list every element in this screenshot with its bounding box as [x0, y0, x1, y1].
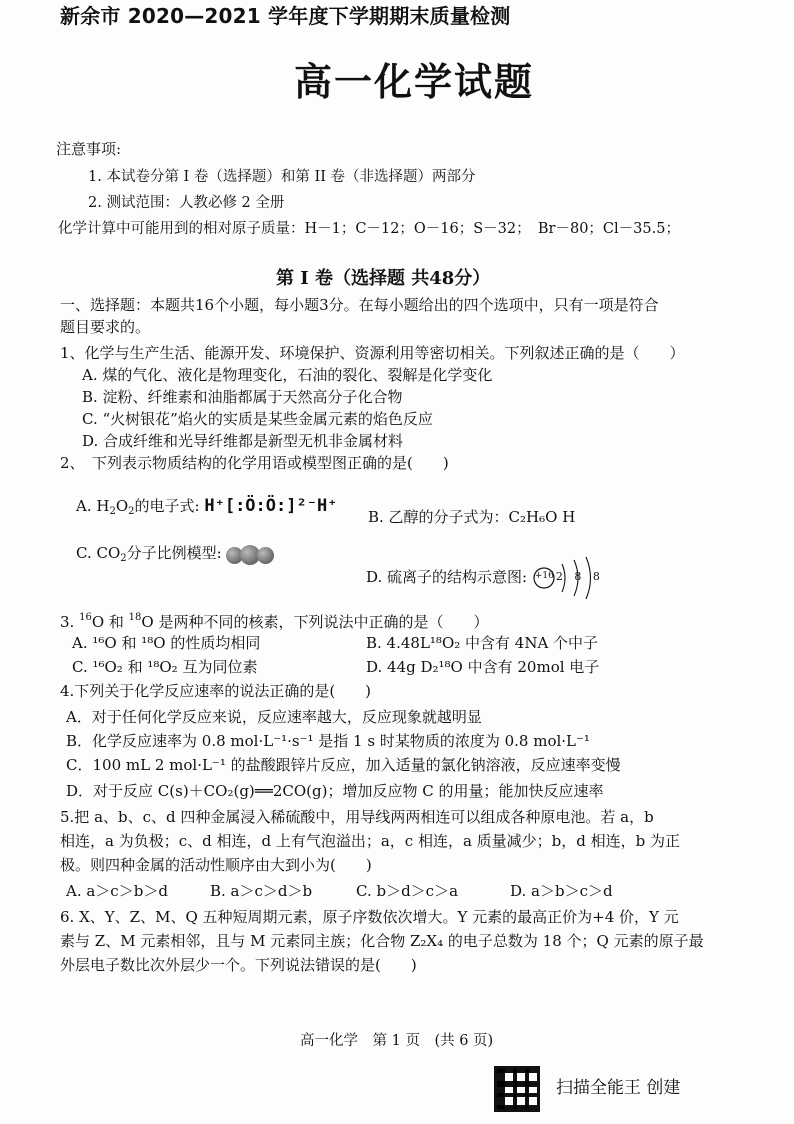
q3-option-a: A. ¹⁶O 和 ¹⁸O 的性质均相同 [72, 634, 261, 652]
section-instruction-2: 题目要求的。 [60, 318, 151, 336]
q3-stem-a: 3. [60, 613, 80, 631]
q2-a-sub1: 2 [109, 506, 116, 517]
q5-option-d: D. a＞b＞c＞d [510, 882, 613, 900]
q3-option-c: C. ¹⁶O₂ 和 ¹⁸O₂ 互为同位素 [72, 658, 258, 676]
q2-a-electron-formula: H⁺[:Ö:Ö:]²⁻H⁺ [204, 496, 338, 516]
q1-option-a: A. 煤的气化、液化是物理变化，石油的裂化、裂解是化学变化 [82, 366, 493, 384]
q2-a-suffix: 的电子式: [134, 497, 200, 515]
q5-line-2: 相连，a 为负极；c、d 相连，d 上有气泡溢出；a，c 相连，a 质量减少；b，d 相连，b 为正 [60, 832, 681, 850]
q1-option-c: C. “火树银花”焰火的实质是某些金属元素的焰色反应 [82, 410, 433, 428]
exam-header-title: 新余市 2020—2021 学年度下学期期末质量检测 [60, 4, 511, 28]
q2-c-prefix: C. CO [76, 544, 121, 562]
q2-option-b: B. 乙醇的分子式为：C₂H₆O H [368, 508, 576, 526]
q2-c-sub: 2 [120, 553, 127, 564]
co2-ball-model-icon [226, 545, 274, 563]
q2-a-sub2: 2 [128, 506, 135, 517]
sulfide-shells-label: 2 8 8 [555, 570, 604, 583]
q2-a-prefix: A. H [76, 497, 110, 515]
q4-option-d: D．对于反应 C(s)＋CO₂(g)══2CO(g)；增加反应物 C 的用量；能加快反应速率 [66, 782, 604, 800]
section-title: 第 I 卷（选择题 共48分） [276, 268, 491, 289]
q3-option-d: D. 44g D₂¹⁸O 中含有 20mol 电子 [366, 658, 600, 676]
q3-nuclide-18: 18 [128, 612, 142, 623]
exam-subject-title: 高一化学试题 [294, 59, 535, 104]
q5-option-a: A. a＞c＞b＞d [66, 882, 168, 900]
qr-code-icon [494, 1066, 540, 1112]
q2-c-suffix: 分子比例模型: [126, 544, 222, 562]
notes-item-2: 2. 测试范围：人教必修 2 全册 [88, 195, 285, 211]
page-footer: 高一化学 第 1 页 (共 6 页) [300, 1033, 494, 1049]
q4-option-a: A．对于任何化学反应来说，反应速率越大，反应现象就越明显 [66, 708, 482, 726]
q3-nuclide-16: 16 [79, 612, 92, 623]
q2-option-a [76, 496, 337, 519]
q2-d-label: D. 硫离子的结构示意图: [366, 568, 528, 586]
q3-stem-b: O 和 [91, 613, 129, 631]
q2-option-d [366, 556, 604, 600]
notes-item-1: 1. 本试卷分第 I 卷（选择题）和第 II 卷（非选择题）两部分 [88, 169, 476, 185]
q6-line-1: 6. X、Y、Z、M、Q 五种短周期元素，原子序数依次增大。Y 元素的最高正价为+4 价，Y 元 [60, 908, 679, 926]
q1-option-b: B. 淀粉、纤维素和油脂都属于天然高分子化合物 [82, 388, 403, 406]
q5-line-1: 5.把 a、b、c、d 四种金属浸入稀硫酸中，用导线两两相连可以组成各种原电池。若 a，b [60, 808, 654, 826]
q5-option-c: C. b＞d＞c＞a [356, 882, 459, 900]
q1-stem: 1、化学与生产生活、能源开发、环境保护、资源利用等密切相关。下列叙述正确的是（ ） [60, 344, 685, 362]
q4-stem: 4.下列关于化学反应速率的说法正确的是( ) [60, 682, 372, 700]
q3-option-b: B. 4.48L¹⁸O₂ 中含有 4NA 个中子 [366, 634, 599, 652]
sulfide-ion-diagram-icon [532, 556, 604, 600]
q3-stem [60, 612, 488, 632]
q4-option-b: B．化学反应速率为 0.8 mol·L⁻¹·s⁻¹ 是指 1 s 时某物质的浓度为 0.8 mol·L⁻¹ [66, 732, 590, 750]
q2-a-mid: O [115, 497, 129, 515]
q3-stem-c: O 是两种不同的核素，下列说法中正确的是（ ） [141, 613, 489, 631]
q4-option-c: C．100 mL 2 mol·L⁻¹ 的盐酸跟锌片反应，加入适量的氯化钠溶液，反应速率变慢 [66, 756, 621, 774]
scanner-brand: 扫描全能王 创建 [556, 1078, 681, 1098]
q5-option-b: B. a＞c＞d＞b [210, 882, 313, 900]
q1-option-d: D. 合成纤维和光导纤维都是新型无机非金属材料 [82, 432, 404, 450]
q2-stem: 2、 下列表示物质结构的化学用语或模型图正确的是( ) [60, 454, 449, 472]
q6-line-3: 外层电子数比次外层少一个。下列说法错误的是( ) [60, 956, 417, 974]
q5-line-3: 极。则四种金属的活动性顺序由大到小为( ) [60, 856, 372, 874]
atomic-masses: 化学计算中可能用到的相对原子质量：H－1；C－12；O－16；S－32； Br－80；Cl－35.5； [58, 221, 680, 237]
q2-option-c [76, 544, 274, 566]
notes-label: 注意事项: [56, 140, 122, 158]
sulfide-nucleus-label: +16 [534, 571, 554, 581]
q6-line-2: 素与 Z、M 元素相邻，且与 M 元素同主族；化合物 Z₂X₄ 的电子总数为 18 个；Q 元素的原子最 [60, 932, 704, 950]
section-instruction-1: 一、选择题：本题共16个小题，每小题3分。在每小题给出的四个选项中，只有一项是符合 [60, 296, 659, 314]
